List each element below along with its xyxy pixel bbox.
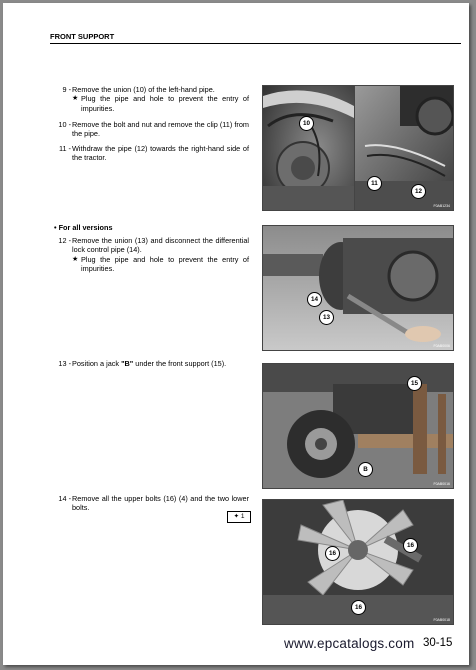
step-14 bbox=[51, 494, 249, 513]
step-12 bbox=[51, 236, 249, 274]
callout-14: 14 bbox=[307, 292, 322, 307]
step-number: 14 - bbox=[58, 494, 71, 503]
step-text-pre: Position a jack bbox=[72, 359, 122, 368]
photo-differential-lock-pipe bbox=[262, 225, 454, 351]
jack-label: "B" bbox=[121, 359, 134, 368]
figure-ref-code: F0AB0018 bbox=[433, 618, 450, 622]
photo-jack-under-support bbox=[262, 363, 454, 489]
section-label: • For all versions bbox=[54, 223, 113, 232]
photo-pipe-clip bbox=[354, 85, 454, 211]
step-text: Remove the union (13) and disconnect the differential lock control pipe (14). bbox=[72, 236, 249, 255]
callout-16: 16 bbox=[351, 600, 366, 615]
figure-ref-code: F0AB0016 bbox=[433, 482, 450, 486]
step-number: 9 - bbox=[62, 85, 71, 94]
step-9 bbox=[51, 85, 249, 113]
step-number: 13 - bbox=[58, 359, 71, 368]
torque-reference-icon: ✦ 1 bbox=[227, 511, 251, 523]
step-text: Remove the union (10) of the left-hand pipe. bbox=[72, 85, 215, 94]
callout-jack-b: B bbox=[358, 462, 373, 477]
photo-illustration bbox=[355, 86, 453, 210]
step-11 bbox=[51, 144, 249, 163]
step-note: ★ Plug the pipe and hole to prevent the entry of impurities. bbox=[72, 255, 249, 274]
step-text: Remove the bolt and nut and remove the clip (11) from the pipe. bbox=[72, 120, 249, 139]
watermark-url: www.epcatalogs.com bbox=[284, 636, 415, 651]
step-text: Withdraw the pipe (12) towards the right-hand side of the tractor. bbox=[72, 144, 249, 163]
photo-illustration bbox=[263, 226, 453, 350]
photo-left-pipe-union bbox=[262, 85, 355, 211]
photo-illustration bbox=[263, 86, 354, 210]
callout-12: 12 bbox=[411, 184, 426, 199]
page-number: 30-15 bbox=[423, 637, 453, 649]
callout-15: 15 bbox=[407, 376, 422, 391]
photo-upper-bolts bbox=[262, 499, 454, 625]
callout-16: 16 bbox=[403, 538, 418, 553]
step-text bbox=[72, 359, 249, 368]
header-rule bbox=[50, 43, 461, 44]
step-number: 11 - bbox=[58, 144, 71, 153]
step-13 bbox=[51, 359, 249, 368]
figure-ref-code: F0AB1234 bbox=[433, 204, 450, 208]
callout-10: 10 bbox=[299, 116, 314, 131]
step-note: ★ Plug the pipe and hole to prevent the entry of impurities. bbox=[72, 94, 249, 113]
callout-11: 11 bbox=[367, 176, 382, 191]
figure-ref-code: F0AB0006 bbox=[433, 344, 450, 348]
section-header: FRONT SUPPORT bbox=[50, 32, 115, 41]
step-text-post: under the front support (15). bbox=[133, 359, 227, 368]
callout-13: 13 bbox=[319, 310, 334, 325]
step-10 bbox=[51, 120, 249, 139]
step-number: 10 - bbox=[58, 120, 71, 129]
step-text: Remove all the upper bolts (16) (4) and the two lower bolts. bbox=[72, 494, 249, 513]
callout-16: 16 bbox=[325, 546, 340, 561]
manual-page bbox=[3, 3, 469, 665]
step-number: 12 - bbox=[58, 236, 71, 245]
